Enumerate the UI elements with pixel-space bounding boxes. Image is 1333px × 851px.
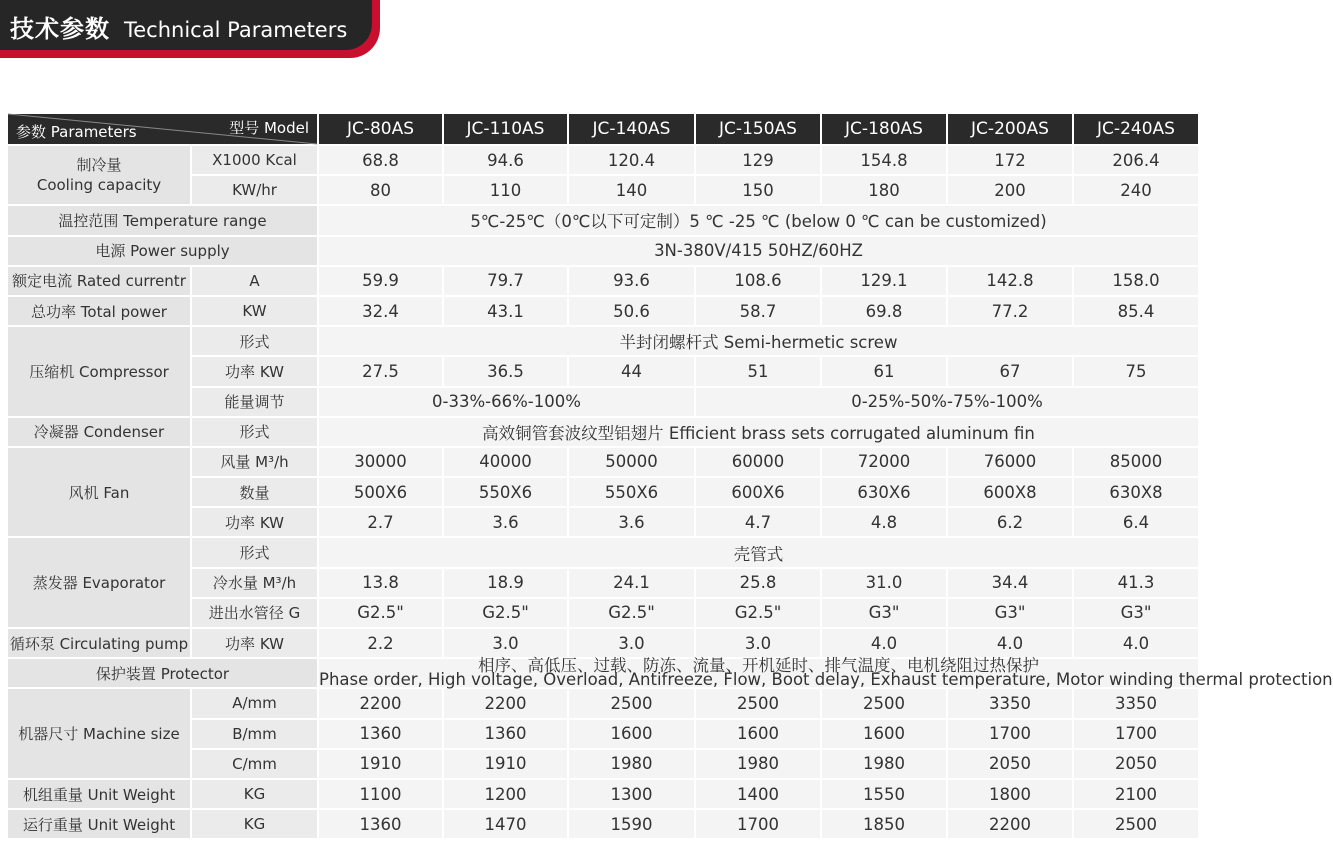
table-cell: 30000 [319,448,444,478]
table-cell: 1910 [444,750,569,780]
table-cell: 2200 [444,689,569,719]
table-cell: 550X6 [569,478,696,508]
table-cell-power-supply: 3N-380V/415 50HZ/60HZ [319,237,1200,267]
table-cell: 58.7 [696,297,822,327]
table-cell: 41.3 [1074,569,1200,599]
table-cell: 1470 [444,810,569,840]
table-cell: 1200 [444,780,569,810]
table-cell: 51 [696,357,822,387]
row-label-cooling-capacity [8,146,192,206]
table-cell-energy-a: 0-33%-66%-100% [319,388,696,418]
row-sub-label: 形式 [192,327,319,357]
table-cell: 2050 [1074,750,1200,780]
row-unit: A [192,267,319,297]
table-cell: 25.8 [696,569,822,599]
corner-param-label: 参数 Parameters [16,123,137,141]
table-cell: G2.5" [696,599,822,629]
row-label-unit-weight: 机组重量 Unit Weight [8,780,192,810]
row-sub-label: 功率 KW [192,629,319,659]
table-cell-compressor-type: 半封闭螺杆式 Semi-hermetic screw [319,327,1200,357]
table-cell: 200 [948,176,1074,206]
row-label-total-power: 总功率 Total power [8,297,192,327]
table-cell: 3350 [1074,689,1200,719]
table-cell: 1850 [822,810,948,840]
model-header: JC-180AS [822,114,948,146]
table-cell: 120.4 [569,146,696,176]
row-unit: KW/hr [192,176,319,206]
table-cell: 93.6 [569,267,696,297]
table-row-power-supply [8,237,1200,267]
table-cell: 1600 [696,720,822,750]
table-cell: 1980 [696,750,822,780]
table-row-running-weight [8,810,1200,840]
row-label-compressor: 压缩机 Compressor [8,327,192,418]
row-sub-label: 功率 KW [192,508,319,538]
row-label-temp-range: 温控范围 Temperature range [8,206,319,236]
table-cell: 129 [696,146,822,176]
table-cell: 1360 [444,720,569,750]
table-cell: 3.0 [696,629,822,659]
table-cell: G2.5" [569,599,696,629]
table-cell: 3350 [948,689,1074,719]
table-cell: 1700 [696,810,822,840]
table-corner-cell [8,114,319,146]
table-cell: 69.8 [822,297,948,327]
table-row-unit-weight [8,780,1200,810]
table-row-compressor-type [8,327,1200,357]
table-cell: 6.4 [1074,508,1200,538]
table-cell: 630X8 [1074,478,1200,508]
table-cell: 40000 [444,448,569,478]
row-sub-label: C/mm [192,750,319,780]
row-label-condenser: 冷凝器 Condenser [8,418,192,448]
table-cell: 36.5 [444,357,569,387]
table-cell: 4.8 [822,508,948,538]
table-cell: 4.0 [948,629,1074,659]
table-cell: 240 [1074,176,1200,206]
table-cell: 50.6 [569,297,696,327]
row-sub-label: 形式 [192,418,319,448]
table-row-fan-air [8,448,1200,478]
table-cell: 31.0 [822,569,948,599]
table-cell: G3" [1074,599,1200,629]
table-cell: 94.6 [444,146,569,176]
table-cell: 44 [569,357,696,387]
table-cell: 1700 [948,720,1074,750]
table-cell: 4.0 [1074,629,1200,659]
table-cell: 3.0 [569,629,696,659]
table-cell-evaporator-type: 壳管式 [319,538,1200,568]
table-cell-protector [319,656,1333,690]
page-title-cn: 技术参数 [10,15,110,43]
table-cell: 550X6 [444,478,569,508]
table-cell: 27.5 [319,357,444,387]
cooling-label-en: Cooling capacity [36,176,162,195]
table-cell: 2500 [1074,810,1200,840]
table-cell: G3" [822,599,948,629]
page-title-en: Technical Parameters [124,18,348,42]
table-cell: G2.5" [444,599,569,629]
model-header: JC-150AS [696,114,822,146]
table-cell: 4.0 [822,629,948,659]
table-cell: 2.2 [319,629,444,659]
row-sub-label: 进出水管径 G [192,599,319,629]
table-cell: 1360 [319,810,444,840]
table-cell: 1300 [569,780,696,810]
table-cell: 4.7 [696,508,822,538]
row-label-rated-current: 额定电流 Rated currentr [8,267,192,297]
table-cell: 80 [319,176,444,206]
table-cell: 1980 [822,750,948,780]
table-cell: 1700 [1074,720,1200,750]
row-unit: KW [192,297,319,327]
table-cell: 1980 [569,750,696,780]
table-cell-energy-b: 0-25%-50%-75%-100% [696,388,1200,418]
table-cell: 75 [1074,357,1200,387]
protector-text-en: Phase order, High voltage, Overload, Antifreeze, Flow, Boot delay, Exhaust temperature, Motor winding thermal protection [319,670,1333,690]
table-cell: 630X6 [822,478,948,508]
table-cell: 79.7 [444,267,569,297]
table-row-evaporator-type [8,538,1200,568]
table-cell: 129.1 [822,267,948,297]
table-cell: 13.8 [319,569,444,599]
table-cell: 1550 [822,780,948,810]
row-unit: KG [192,780,319,810]
table-cell: 85.4 [1074,297,1200,327]
table-cell: 1100 [319,780,444,810]
table-cell: 600X6 [696,478,822,508]
table-cell-temp-range: 5℃-25℃（0℃以下可定制）5 ℃ -25 ℃ (below 0 ℃ can be customized) [319,206,1200,236]
row-sub-label: 冷水量 M³/h [192,569,319,599]
table-cell: 110 [444,176,569,206]
table-cell: 600X8 [948,478,1074,508]
table-cell: 1590 [569,810,696,840]
table-cell: 108.6 [696,267,822,297]
table-cell: 43.1 [444,297,569,327]
table-cell: 1600 [822,720,948,750]
corner-model-label: 型号 Model [229,119,309,137]
model-header: JC-110AS [444,114,569,146]
row-label-evaporator: 蒸发器 Evaporator [8,538,192,629]
table-cell: 180 [822,176,948,206]
table-cell: 3.6 [444,508,569,538]
row-sub-label: A/mm [192,689,319,719]
table-cell: 68.8 [319,146,444,176]
row-label-running-weight: 运行重量 Unit Weight [8,810,192,840]
table-cell: 2100 [1074,780,1200,810]
table-row-size-a [8,689,1200,719]
model-header: JC-240AS [1074,114,1200,146]
table-cell: 500X6 [319,478,444,508]
table-cell: 85000 [1074,448,1200,478]
table-cell: 72000 [822,448,948,478]
table-cell: G2.5" [319,599,444,629]
cooling-label-cn: 制冷量 [76,156,122,175]
table-row-protector [8,659,1200,689]
table-cell: 1800 [948,780,1074,810]
table-cell: 2500 [822,689,948,719]
table-cell: 67 [948,357,1074,387]
table-cell: 140 [569,176,696,206]
table-cell: 1910 [319,750,444,780]
table-cell: 3.6 [569,508,696,538]
table-cell: 2200 [319,689,444,719]
row-label-fan: 风机 Fan [8,448,192,539]
page-title [10,9,347,43]
table-cell: 76000 [948,448,1074,478]
row-sub-label: 功率 KW [192,357,319,387]
row-sub-label: B/mm [192,720,319,750]
table-cell: G3" [948,599,1074,629]
row-sub-label: 风量 M³/h [192,448,319,478]
table-cell: 24.1 [569,569,696,599]
table-cell: 3.0 [444,629,569,659]
table-cell: 1600 [569,720,696,750]
table-row-temp-range [8,206,1200,236]
row-label-power-supply: 电源 Power supply [8,237,319,267]
table-cell: 18.9 [444,569,569,599]
table-cell: 172 [948,146,1074,176]
table-cell: 158.0 [1074,267,1200,297]
table-cell: 2050 [948,750,1074,780]
table-cell: 2200 [948,810,1074,840]
table-cell: 142.8 [948,267,1074,297]
table-cell-condenser-type: 高效铜管套波纹型铝翅片 Efficient brass sets corrugated aluminum fin [319,418,1200,448]
table-cell: 150 [696,176,822,206]
table-cell: 1360 [319,720,444,750]
table-cell: 2.7 [319,508,444,538]
table-row-rated-current [8,267,1200,297]
table-cell: 6.2 [948,508,1074,538]
table-cell: 50000 [569,448,696,478]
table-cell: 2500 [569,689,696,719]
table-cell: 206.4 [1074,146,1200,176]
table-cell: 154.8 [822,146,948,176]
table-cell: 61 [822,357,948,387]
row-unit: KG [192,810,319,840]
table-row-pump [8,629,1200,659]
model-header: JC-140AS [569,114,696,146]
row-sub-label: 形式 [192,538,319,568]
protector-text-cn: 相序、高低压、过载、防冻、流量、开机延时、排气温度、电机绕阻过热保护 [478,656,1039,676]
table-cell: 77.2 [948,297,1074,327]
table-row-condenser [8,418,1200,448]
table-cell: 2500 [696,689,822,719]
table-row-total-power [8,297,1200,327]
model-header: JC-200AS [948,114,1074,146]
table-cell: 60000 [696,448,822,478]
row-sub-label: 能量调节 [192,388,319,418]
row-label-protector: 保护装置 Protector [8,659,319,689]
row-label-pump: 循环泵 Circulating pump [8,629,192,659]
parameters-table [8,114,1333,840]
table-cell: 34.4 [948,569,1074,599]
table-cell: 32.4 [319,297,444,327]
table-row-cooling-kcal [8,146,1200,176]
table-cell: 1400 [696,780,822,810]
row-unit: X1000 Kcal [192,146,319,176]
row-sub-label: 数量 [192,478,319,508]
table-header-row [8,114,1200,146]
model-header: JC-80AS [319,114,444,146]
row-label-machine-size: 机器尺寸 Machine size [8,689,192,780]
table-cell: 59.9 [319,267,444,297]
